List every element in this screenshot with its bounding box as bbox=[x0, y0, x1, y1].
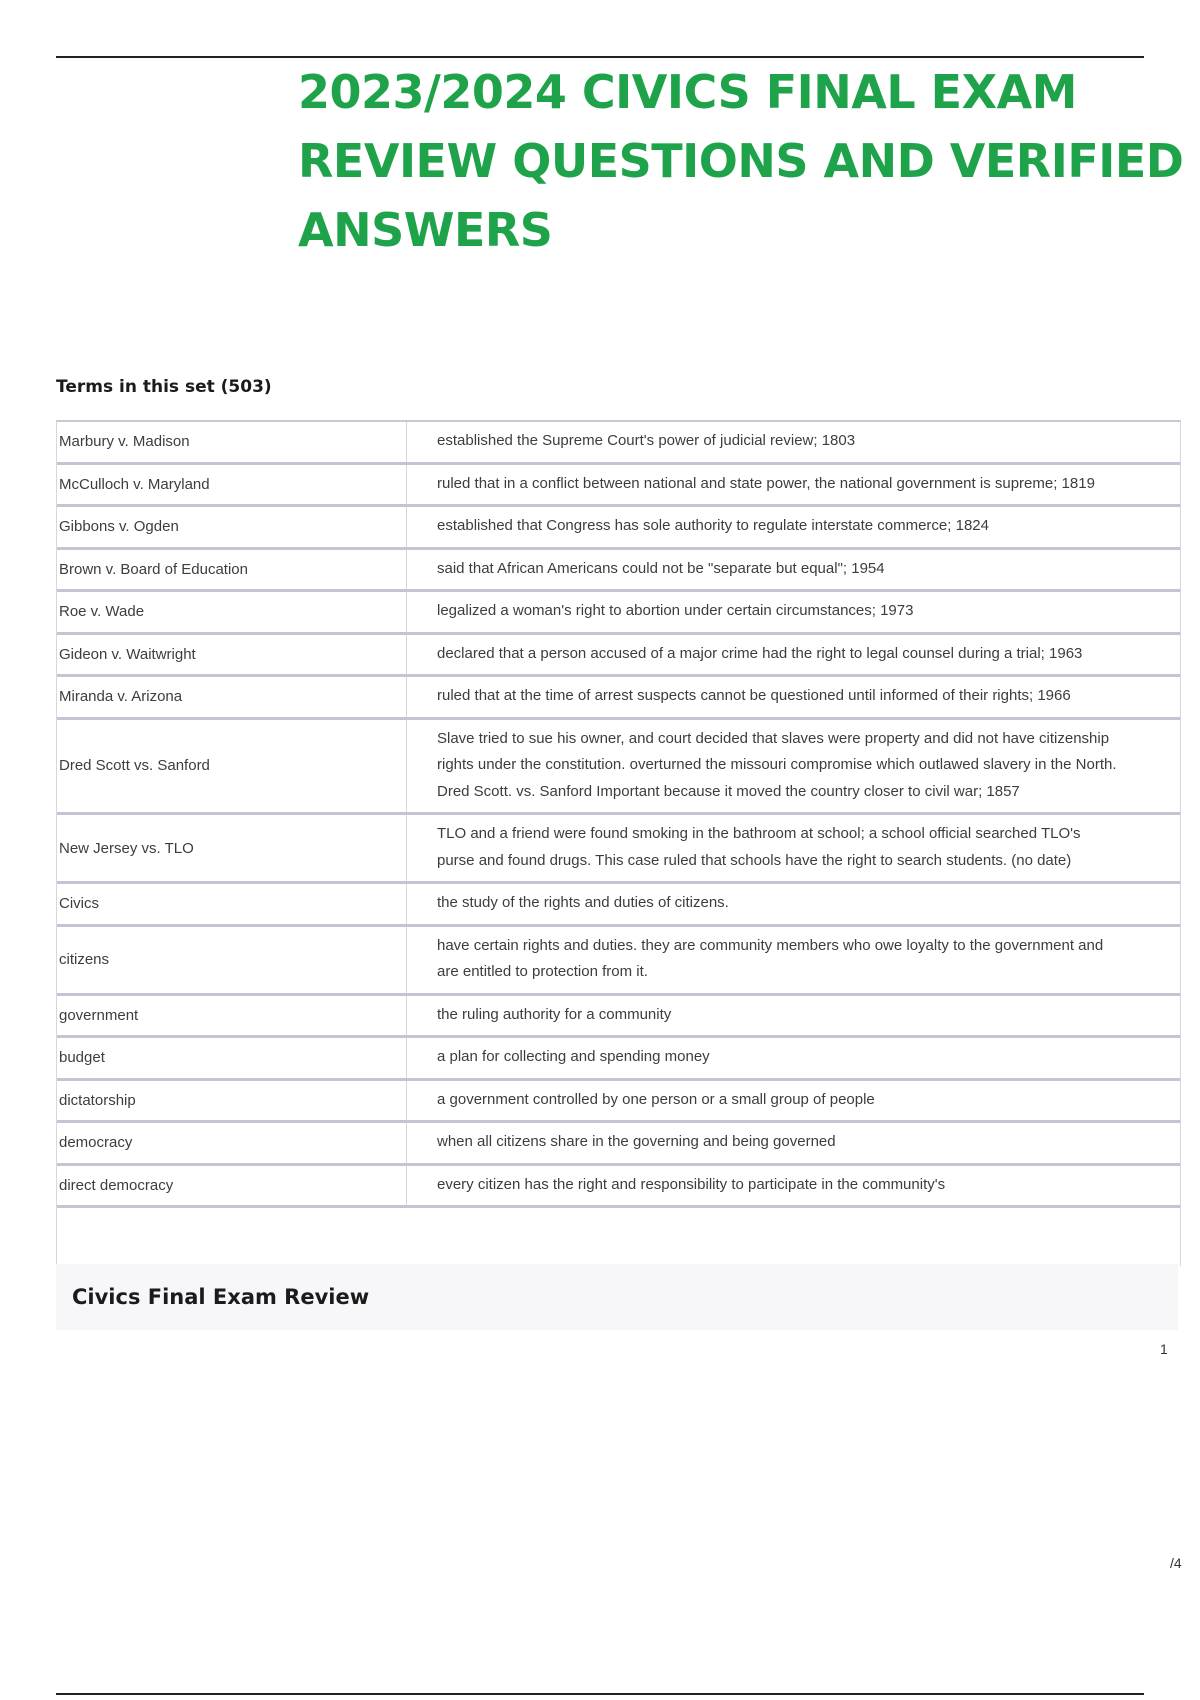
term-row bbox=[57, 815, 1180, 884]
document-title bbox=[298, 58, 1184, 265]
term-row bbox=[57, 996, 1180, 1039]
term-row bbox=[57, 550, 1180, 593]
term-cell: Brown v. Board of Education bbox=[57, 550, 407, 590]
term-row bbox=[57, 1166, 1180, 1209]
bottom-rule bbox=[56, 1693, 1144, 1695]
definition-cell: every citizen has the right and responsibility to participate in the community's bbox=[437, 1175, 946, 1193]
term-cell: Roe v. Wade bbox=[57, 592, 407, 632]
set-footer-title: Civics Final Exam Review bbox=[56, 1264, 1178, 1330]
definition-cell: a government controlled by one person or a small group of people bbox=[437, 1090, 875, 1108]
term-cell: democracy bbox=[57, 1123, 407, 1163]
term-row bbox=[57, 422, 1180, 465]
definition-cell: legalized a woman's right to abortion under certain circumstances; 1973 bbox=[437, 602, 914, 619]
definition-cell: the ruling authority for a community bbox=[437, 1005, 672, 1023]
definition-cell: declared that a person accused of a major crime had the right to legal counsel during a trial; 1963 bbox=[437, 644, 1083, 662]
term-row bbox=[57, 465, 1180, 508]
term-row bbox=[57, 720, 1180, 816]
definition-cell: established the Supreme Court's power of judicial review; 1803 bbox=[437, 432, 856, 449]
term-cell: Gideon v. Waitwright bbox=[57, 635, 407, 675]
term-cell: Dred Scott vs. Sanford bbox=[57, 720, 407, 813]
terms-set-heading: Terms in this set (503) bbox=[56, 377, 272, 397]
definition-cell: the study of the rights and duties of citizens. bbox=[437, 894, 729, 911]
term-cell: government bbox=[57, 996, 407, 1036]
term-cell: budget bbox=[57, 1038, 407, 1078]
term-row bbox=[57, 507, 1180, 550]
page-number: 1 bbox=[1160, 1341, 1168, 1357]
term-cell: New Jersey vs. TLO bbox=[57, 815, 407, 881]
definition-cell: Slave tried to sue his owner, and court decided that slaves were property and did not have citizenship rights under the constitution. overturned the missouri compromise which outlawed slavery in the North. Dred Scott. vs. Sanford Important because it moved the country closer to civil war; 1857 bbox=[437, 729, 1117, 800]
term-row bbox=[57, 884, 1180, 927]
term-cell: citizens bbox=[57, 927, 407, 993]
page-total: /4 bbox=[1170, 1555, 1182, 1571]
title-line-1: 2023/2024 CIVICS FINAL EXAM bbox=[298, 65, 1077, 119]
definition-cell: TLO and a friend were found smoking in the bathroom at school; a school official searched TLO's purse and found drugs. This case ruled that schools have the right to search students. (no date) bbox=[437, 825, 1081, 869]
title-line-3: ANSWERS bbox=[298, 203, 553, 257]
terms-table bbox=[56, 420, 1181, 1266]
term-cell: Gibbons v. Ogden bbox=[57, 507, 407, 547]
term-cell: McCulloch v. Maryland bbox=[57, 465, 407, 505]
definition-cell: said that African Americans could not be "separate but equal"; 1954 bbox=[437, 559, 885, 577]
term-row bbox=[57, 677, 1180, 720]
term-row bbox=[57, 1081, 1180, 1124]
definition-cell: a plan for collecting and spending money bbox=[437, 1048, 710, 1065]
definition-cell: when all citizens share in the governing and being governed bbox=[437, 1133, 836, 1150]
definition-cell: established that Congress has sole authority to regulate interstate commerce; 1824 bbox=[437, 517, 989, 534]
term-cell: Marbury v. Madison bbox=[57, 422, 407, 462]
term-row bbox=[57, 1038, 1180, 1081]
term-row bbox=[57, 635, 1180, 678]
term-cell: direct democracy bbox=[57, 1166, 407, 1206]
title-line-2: REVIEW QUESTIONS AND VERIFIED bbox=[298, 134, 1184, 188]
term-cell: Civics bbox=[57, 884, 407, 924]
definition-cell: ruled that in a conflict between national and state power, the national government is supreme; 1819 bbox=[437, 474, 1095, 492]
term-cell: dictatorship bbox=[57, 1081, 407, 1121]
term-row bbox=[57, 1123, 1180, 1166]
term-row bbox=[57, 592, 1180, 635]
term-cell: Miranda v. Arizona bbox=[57, 677, 407, 717]
term-row bbox=[57, 927, 1180, 996]
definition-cell: have certain rights and duties. they are community members who owe loyalty to the government and are entitled to protection from it. bbox=[437, 936, 1104, 980]
definition-cell: ruled that at the time of arrest suspects cannot be questioned until informed of their rights; 1966 bbox=[437, 687, 1071, 704]
